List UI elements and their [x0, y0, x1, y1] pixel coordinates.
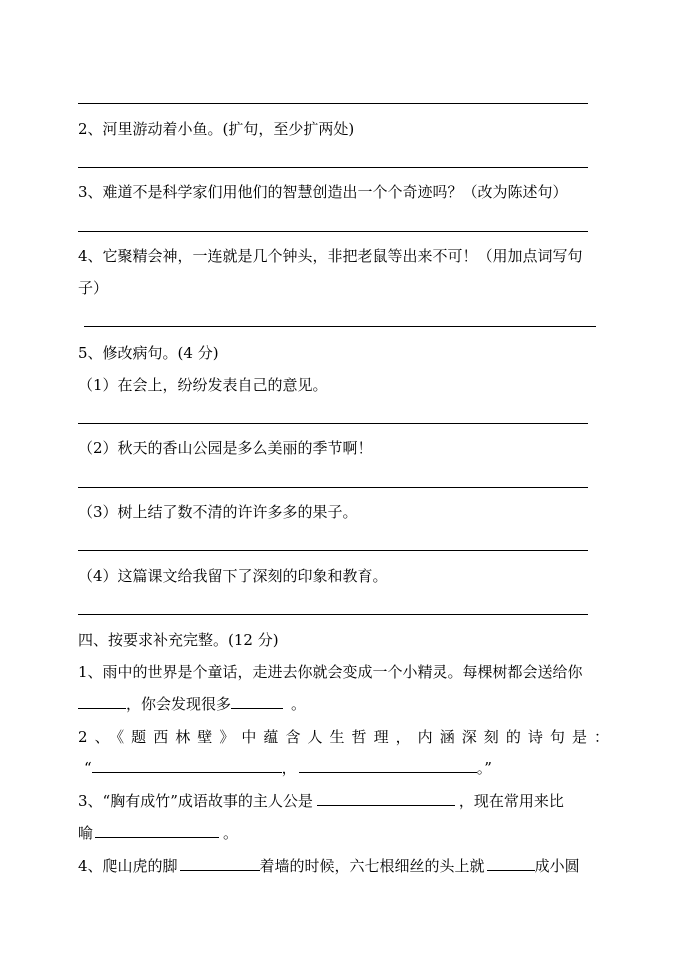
answer-line[interactable] — [78, 487, 588, 488]
fill-blank[interactable] — [95, 823, 219, 838]
answer-line[interactable] — [78, 103, 588, 104]
question-5-item-2: （2）秋天的香山公园是多么美丽的季节啊！ — [78, 439, 373, 457]
fill-blank[interactable] — [78, 694, 126, 709]
fill-blank[interactable] — [92, 758, 282, 773]
fill-text: “ — [84, 759, 92, 777]
fill-2-line-1: 2、《题西林壁》中蕴含人生哲理，内涵深刻的诗句是： — [78, 728, 609, 746]
fill-text: 4、爬山虎的脚 — [78, 857, 178, 875]
question-5-item-4: （4）这篇课文给我留下了深刻的印象和教育。 — [78, 567, 388, 585]
fill-1-line-2 — [78, 693, 306, 715]
question-5-item-3: （3）树上结了数不清的许许多多的果子。 — [78, 503, 358, 521]
section-4-heading: 四、按要求补充完整。(12 分) — [78, 631, 279, 649]
fill-text: ，现在常用来比 — [458, 792, 564, 810]
fill-blank[interactable] — [317, 791, 455, 806]
question-5-heading: 5、修改病句。(4 分) — [78, 344, 219, 362]
fill-text: 喻 — [78, 824, 94, 842]
answer-line[interactable] — [78, 550, 588, 551]
fill-2-line-2 — [84, 757, 492, 779]
answer-line[interactable] — [84, 326, 596, 327]
fill-3-line-1 — [78, 790, 564, 812]
fill-blank[interactable] — [299, 758, 477, 773]
fill-text: 着墙的时候，六七根细丝的头上就 — [259, 857, 485, 875]
fill-3-line-2 — [78, 822, 238, 844]
fill-text: 成小圆 — [534, 857, 580, 875]
fill-text: ，你会发现很多 — [126, 695, 232, 713]
answer-line[interactable] — [78, 167, 588, 168]
fill-text: ， — [281, 759, 297, 777]
fill-text: 。 — [223, 824, 239, 842]
fill-blank[interactable] — [231, 694, 283, 709]
question-3: 3、难道不是科学家们用他们的智慧创造出一个个奇迹吗？（改为陈述句） — [78, 183, 568, 201]
fill-blank[interactable] — [487, 856, 535, 871]
question-4-line-2: 子） — [78, 279, 109, 297]
answer-line[interactable] — [78, 423, 588, 424]
fill-4-line-1 — [78, 855, 580, 877]
fill-text: 。 — [291, 695, 307, 713]
fill-blank[interactable] — [180, 856, 260, 871]
question-2: 2、河里游动着小鱼。(扩句，至少扩两处) — [78, 120, 355, 138]
question-4-line-1: 4、它聚精会神，一连就是几个钟头，非把老鼠等出来不可！（用加点词写句 — [78, 247, 583, 265]
fill-1-line-1: 1、雨中的世界是个童话，走进去你就会变成一个小精灵。每棵树都会送给你 — [78, 663, 583, 681]
fill-text: 。” — [476, 759, 492, 777]
question-5-item-1: （1）在会上，纷纷发表自己的意见。 — [78, 376, 328, 394]
fill-text: 3、“胸有成竹”成语故事的主人公是 — [78, 792, 313, 810]
answer-line[interactable] — [78, 231, 588, 232]
answer-line[interactable] — [78, 614, 588, 615]
